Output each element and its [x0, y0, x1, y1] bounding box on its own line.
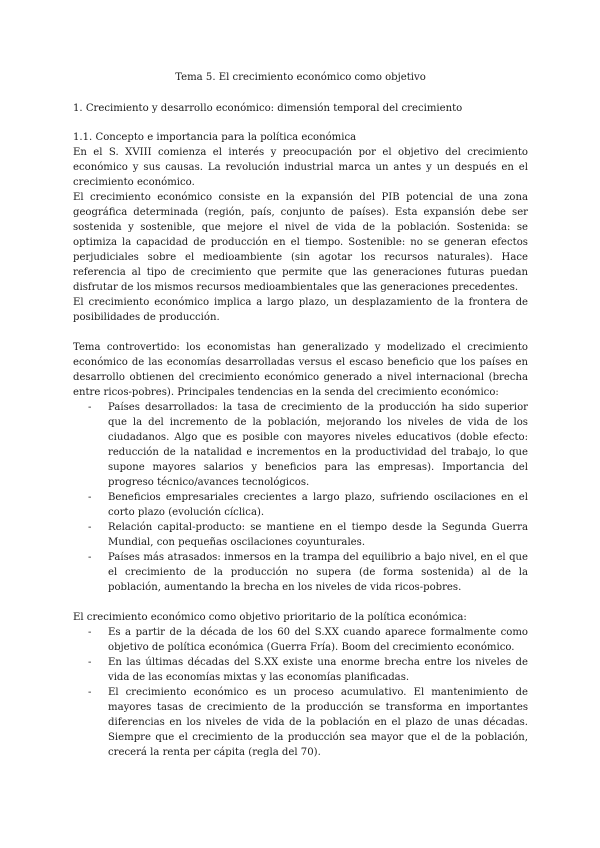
list-item-text: Es a partir de la década de los 60 del S.XX cuando aparece formalmente como objetivo de política económica (Guerra Fría). Boom del crecimiento económico.	[108, 627, 528, 653]
bullet-dash: -	[88, 402, 92, 413]
list-item-text: Relación capital-producto: se mantiene en el tiempo desde la Segunda Guerra Mundial, con pequeñas oscilaciones coyunturales.	[108, 522, 528, 548]
priority-list	[73, 625, 528, 760]
trends-list	[73, 400, 528, 595]
document-title: Tema 5. El crecimiento económico como objetivo	[175, 72, 426, 83]
list-item	[88, 685, 528, 760]
bullet-dash: -	[88, 657, 92, 668]
list-item-text: El crecimiento económico es un proceso acumulativo. El mantenimiento de mayores tasas de crecimiento de la producción se transforma en importantes diferencias en los niveles de vida de la población en el plazo de unas décadas. Siempre que el crecimiento de la producción sea mayor que el de la población, crecerá la renta per cápita (regla del 70).	[108, 687, 528, 758]
priority-intro: El crecimiento económico como objetivo prioritario de la política económica:	[73, 612, 467, 623]
paragraph: En el S. XVIII comienza el interés y preocupación por el objetivo del crecimiento económico y sus causas. La revolución industrial marca un antes y un después en el crecimiento económico.	[73, 147, 528, 188]
list-item-text: Beneficios empresariales crecientes a largo plazo, sufriendo oscilaciones en el corto plazo (evolución cíclica).	[108, 492, 528, 518]
paragraph: El crecimiento económico implica a largo plazo, un desplazamiento de la frontera de posibilidades de producción.	[73, 297, 528, 323]
bullet-dash: -	[88, 627, 92, 638]
list-item-text: En las últimas décadas del S.XX existe una enorme brecha entre los niveles de vida de las economías mixtas y las economías planificadas.	[108, 657, 528, 683]
section-heading: 1. Crecimiento y desarrollo económico: dimensión temporal del crecimiento	[73, 103, 463, 114]
list-item-text: Países más atrasados: inmersos en la trampa del equilibrio a bajo nivel, en el que el crecimiento de la producción no supera (de forma sostenida) al de la población, aumentando la brecha en los niveles de vida ricos-pobres.	[108, 552, 528, 593]
list-item	[88, 400, 528, 490]
subsection-heading: 1.1. Concepto e importancia para la política económica	[73, 132, 357, 143]
bullet-dash: -	[88, 522, 92, 533]
paragraph: El crecimiento económico consiste en la expansión del PIB potencial de una zona geográfica determinada (región, país, conjunto de países). Esta expansión debe ser sostenida y sostenible, que mejore el nivel de vida de la población. Sostenida: se optimiza la capacidad de producción en el tiempo. Sostenible: no se generan efectos perjudiciales sobre el medioambiente (sin agotar los recursos naturales). Hace referencia al tipo de crecimiento que permite que las generaciones futuras puedan disfrutar de los mismos recursos medioambientales que las generaciones precedentes.	[73, 192, 528, 293]
list-item	[88, 625, 528, 655]
bullet-dash: -	[88, 492, 92, 503]
bullet-dash: -	[88, 687, 92, 698]
list-item	[88, 550, 528, 595]
list-item-text: Países desarrollados: la tasa de crecimiento de la producción ha sido superior que la del incremento de la población, mejorando los niveles de vida de los ciudadanos. Algo que es posible con mayores niveles educativos (doble efecto: reducción de la natalidad e incrementos en la productividad del trabajo, lo que supone mayores salarios y beneficios para las empresas). Importancia del progreso técnico/avances tecnológicos.	[108, 402, 528, 488]
bullet-dash: -	[88, 552, 92, 563]
list-item	[88, 520, 528, 550]
controversy-intro: Tema controvertido: los economistas han generalizado y modelizado el crecimiento económico de las economías desarrolladas versus el escaso beneficio que los países en desarrollo obtienen del crecimiento económico generado a nivel internacional (brecha entre ricos-pobres). Principales tendencias en la senda del crecimiento económico:	[73, 342, 528, 398]
list-item	[88, 490, 528, 520]
list-item	[88, 655, 528, 685]
